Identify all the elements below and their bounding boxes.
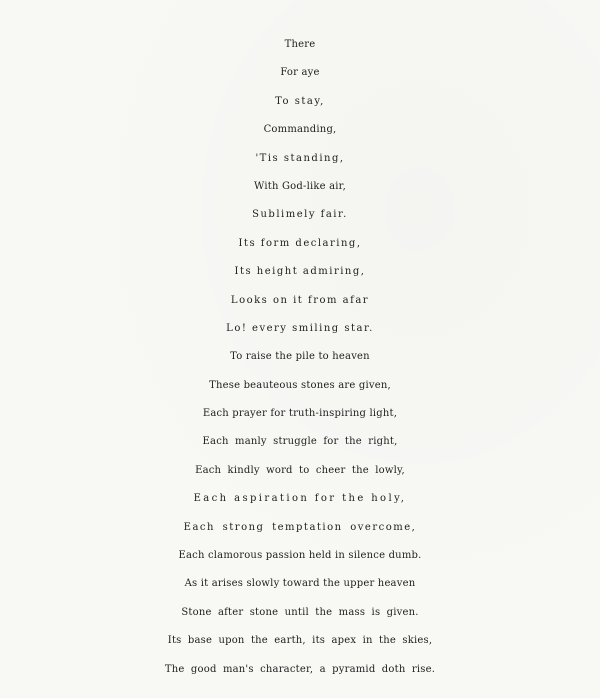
poem-line: These beauteous stones are given, [209,379,391,391]
poem-line: Lo! every smiling star. [226,322,374,334]
poem-line: Its form declaring, [238,237,362,249]
pyramid-poem [0,31,600,684]
poem-line: Each aspiration for the holy, [193,493,407,505]
poem-line: With God-like air, [254,180,346,192]
poem-line: As it arises slowly toward the upper heaven [184,578,416,590]
poem-line: Its base upon the earth, its apex in the skies, [167,635,433,647]
poem-line: Each prayer for truth-inspiring light, [202,408,398,420]
poem-line: Its height admiring, [234,266,366,278]
poem-line: Each kindly word to cheer the lowly, [195,464,405,476]
poem-line: Commanding, [263,124,337,136]
poem-line: To stay, [275,95,325,107]
poem-line: For aye [280,67,320,79]
poem-line: Each clamorous passion held in silence dumb. [178,550,422,562]
poem-line: 'Tis standing, [255,152,345,164]
poem-line: Looks on it from afar [230,294,370,306]
poem-line: Stone after stone until the mass is given. [181,606,419,618]
poem-line: The good man's character, a pyramid doth rise. [164,663,436,675]
poem-line: Each manly struggle for the right, [202,436,398,448]
poem-line: Each strong temptation overcome, [183,521,417,533]
poem-line: To raise the pile to heaven [230,351,370,363]
poem-line: There [284,39,316,50]
poem-line: Sublimely fair. [252,209,348,221]
